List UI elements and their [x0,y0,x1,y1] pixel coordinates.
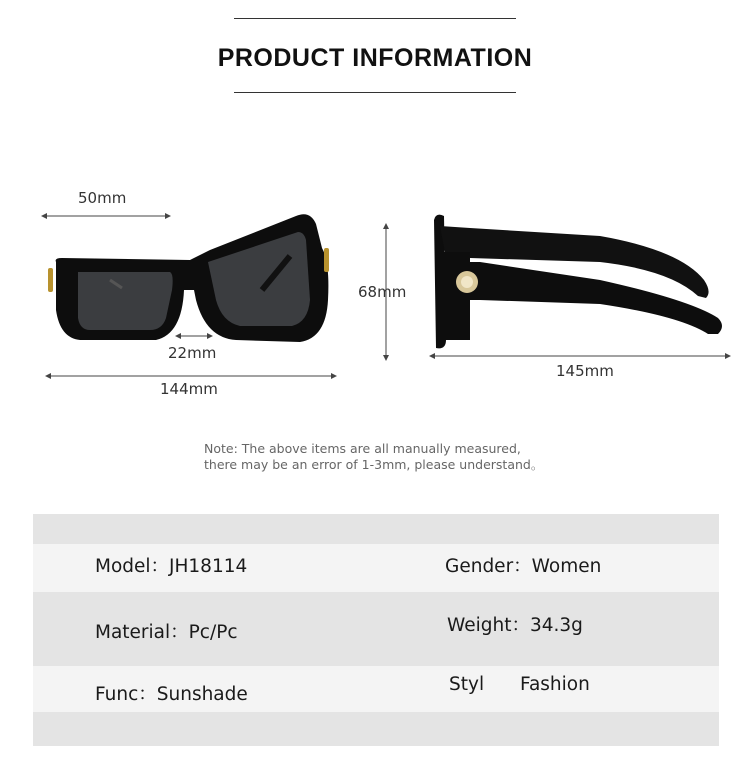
frame-width-label: 144mm [160,380,218,398]
temple-length-label: 145mm [556,362,614,380]
front-view-glasses [48,214,329,342]
lens-height-label: 68mm [358,283,407,301]
func-value: Func：Sunshade [95,684,248,705]
side-view-temple [434,215,722,349]
note-line-1: Note: The above items are all manually measured, [204,441,521,456]
bridge-label: 22mm [168,344,217,362]
model-value: Model：JH18114 [95,556,248,577]
note-line-2: there may be an error of 1-3mm, please understand。 [204,457,544,472]
table-band [33,514,719,544]
style-label: Styl [449,674,485,695]
measurement-note [204,441,543,473]
weight-value: Weight：34.3g [447,615,583,636]
gender-value: Gender：Women [445,556,602,577]
table-band [33,712,719,746]
material-value: Material：Pc/Pc [95,622,238,643]
page-title: PRODUCT INFORMATION [217,44,533,72]
style-value: Fashion [520,674,590,695]
lens-width-label: 50mm [78,189,127,207]
spec-table [33,514,719,746]
